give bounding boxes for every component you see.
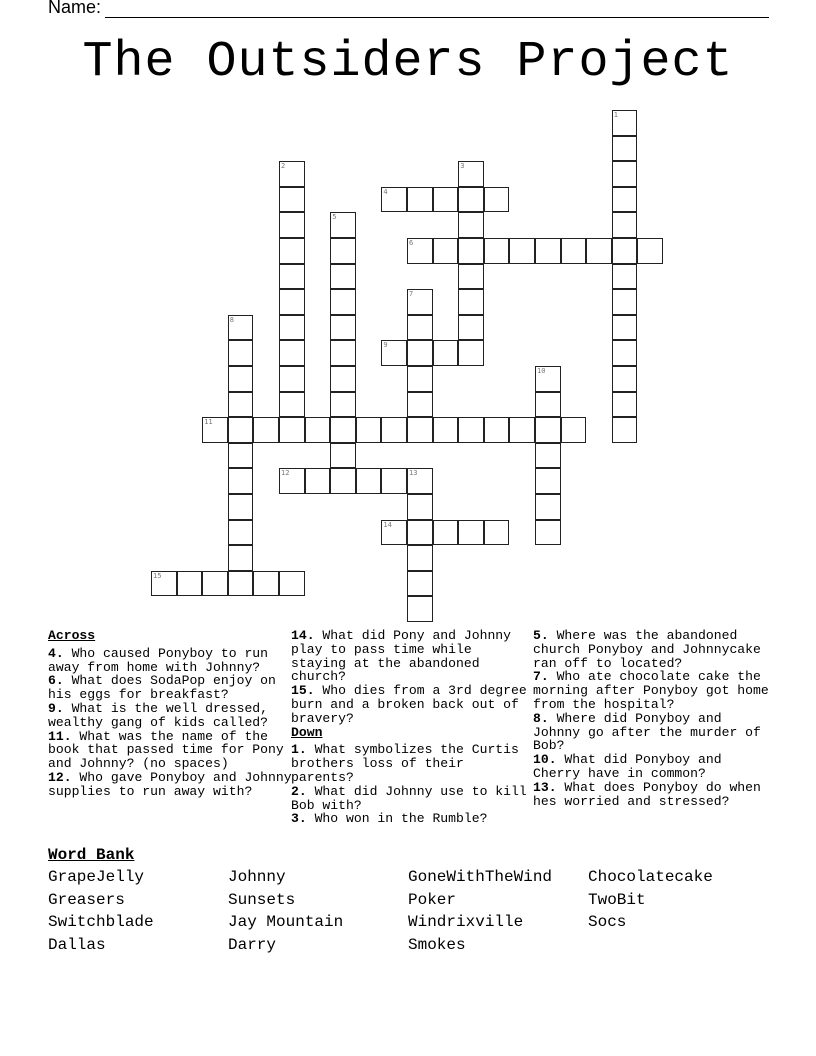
grid-cell[interactable] xyxy=(509,417,535,443)
grid-cell[interactable] xyxy=(407,494,433,520)
clue-number-label: 12 xyxy=(281,469,290,478)
grid-cell[interactable] xyxy=(458,264,484,290)
clue-down-13: 13. What does Ponyboy do when hes worried and stressed? xyxy=(533,779,761,809)
grid-cell[interactable] xyxy=(279,315,305,341)
grid-cell[interactable] xyxy=(433,238,459,264)
grid-cell[interactable] xyxy=(330,289,356,315)
grid-cell[interactable] xyxy=(381,340,407,366)
clue-number-label: 1 xyxy=(613,111,619,119)
word-bank-item: Smokes xyxy=(408,935,466,954)
grid-cell[interactable] xyxy=(561,238,587,264)
grid-cell[interactable] xyxy=(535,366,561,392)
clue-number-label: 5 xyxy=(332,213,337,222)
grid-cell[interactable] xyxy=(612,289,638,315)
grid-cell[interactable] xyxy=(612,161,638,187)
grid-cell[interactable] xyxy=(433,340,459,366)
word-bank-item: GrapeJelly xyxy=(48,868,145,886)
word-bank xyxy=(48,846,768,954)
clue-column-1 xyxy=(48,629,298,799)
grid-cell[interactable] xyxy=(535,443,561,469)
grid-cell[interactable] xyxy=(407,571,433,597)
clue-across-15: 15. Who dies from a 3rd degree burn and a broken back out of bravery? xyxy=(291,683,527,726)
grid-cell[interactable] xyxy=(279,417,305,443)
grid-cell[interactable] xyxy=(279,468,305,494)
grid-cell[interactable] xyxy=(228,392,254,418)
clue-number-label: 9 xyxy=(383,341,388,350)
grid-cell[interactable] xyxy=(279,392,305,418)
grid-cell[interactable] xyxy=(433,520,459,546)
grid-cell[interactable] xyxy=(228,443,254,469)
grid-cell[interactable] xyxy=(484,187,510,213)
grid-cell[interactable] xyxy=(612,212,638,238)
grid-cell[interactable] xyxy=(535,494,561,520)
clue-number-label: 15 xyxy=(153,571,162,580)
clue-number-label: 2 xyxy=(281,162,286,171)
grid-cell[interactable] xyxy=(356,468,382,494)
grid-cell[interactable] xyxy=(330,238,356,264)
grid-cell[interactable] xyxy=(586,238,612,264)
word-bank-item: TwoBit xyxy=(588,890,646,909)
grid-cell[interactable] xyxy=(612,136,638,162)
grid-cell[interactable] xyxy=(612,187,638,213)
word-bank-item: Sunsets xyxy=(228,890,296,909)
grid-cell[interactable] xyxy=(228,340,254,366)
grid-cell[interactable] xyxy=(228,315,254,341)
grid-cell[interactable] xyxy=(407,340,433,366)
grid-cell[interactable] xyxy=(407,468,433,494)
grid-cell[interactable] xyxy=(458,161,484,187)
grid-cell[interactable] xyxy=(330,366,356,392)
clue-number-label: 3 xyxy=(460,162,465,171)
grid-cell[interactable] xyxy=(253,417,279,443)
grid-cell[interactable] xyxy=(484,417,510,443)
grid-cell[interactable] xyxy=(330,443,356,469)
grid-cell[interactable] xyxy=(407,315,433,341)
word-bank-item: Darry xyxy=(228,935,277,954)
across-heading: Across xyxy=(48,628,96,643)
clue-number-label: 4 xyxy=(383,187,388,196)
grid-cell[interactable] xyxy=(509,238,535,264)
grid-cell[interactable] xyxy=(458,340,484,366)
grid-cell[interactable] xyxy=(484,520,510,546)
grid-cell[interactable] xyxy=(407,238,433,264)
word-bank-item: GoneWithTheWind xyxy=(408,868,553,886)
word-bank-item: Greasers xyxy=(48,890,125,909)
grid-cell[interactable] xyxy=(637,238,663,264)
grid-cell[interactable] xyxy=(612,340,638,366)
grid-cell[interactable] xyxy=(228,417,254,443)
grid-cell[interactable] xyxy=(407,392,433,418)
grid-cell[interactable] xyxy=(407,187,433,213)
grid-cell[interactable] xyxy=(279,289,305,315)
word-bank-item: Switchblade xyxy=(48,913,154,931)
word-bank-title: Word Bank xyxy=(48,846,135,864)
word-bank-item: Jay Mountain xyxy=(228,913,344,931)
clue-number-label: 8 xyxy=(229,315,235,324)
grid-cell[interactable] xyxy=(407,366,433,392)
grid-cell[interactable] xyxy=(535,468,561,494)
clue-down-1: 1. What symbolizes the Curtis brothers loss of their parents? xyxy=(291,742,519,785)
grid-cell[interactable] xyxy=(253,571,279,597)
grid-cell[interactable] xyxy=(407,520,433,546)
grid-cell[interactable] xyxy=(356,417,382,443)
grid-cell[interactable] xyxy=(612,315,638,341)
grid-cell[interactable] xyxy=(305,417,331,443)
clue-across-11: 11. What was the name of the book that passed time for Pony and Johnny? (no spaces) xyxy=(48,728,284,772)
grid-cell[interactable] xyxy=(330,417,356,443)
clue-column-3 xyxy=(533,629,773,808)
grid-cell[interactable] xyxy=(433,187,459,213)
word-bank-list xyxy=(48,868,768,954)
clue-across-14: 14. What did Pony and Johnny play to pass time while staying at the abandoned church? xyxy=(291,628,512,685)
grid-cell[interactable] xyxy=(458,238,484,264)
grid-cell[interactable] xyxy=(228,545,254,571)
grid-cell[interactable] xyxy=(535,238,561,264)
grid-cell[interactable] xyxy=(228,571,254,597)
grid-cell[interactable] xyxy=(458,212,484,238)
clue-across-6: 6. What does SodaPop enjoy on his eggs for breakfast? xyxy=(48,673,276,703)
grid-cell[interactable] xyxy=(535,417,561,443)
clue-number-label: 7 xyxy=(409,290,414,299)
grid-cell[interactable] xyxy=(407,596,433,622)
grid-cell[interactable] xyxy=(202,417,228,443)
grid-cell[interactable] xyxy=(612,238,638,264)
clue-number-label: 6 xyxy=(409,239,414,247)
grid-cell[interactable] xyxy=(228,494,254,520)
clue-down-10: 10. What did Ponyboy and Cherry have in common? xyxy=(533,752,722,781)
name-label: Name: xyxy=(48,0,102,17)
grid-cell[interactable] xyxy=(407,289,433,315)
grid-cell[interactable] xyxy=(458,187,484,213)
grid-cell[interactable] xyxy=(330,315,356,341)
page-title: The Outsiders Project xyxy=(82,34,734,91)
grid-cell[interactable] xyxy=(228,366,254,392)
grid-cell[interactable] xyxy=(279,340,305,366)
grid-cell[interactable] xyxy=(228,520,254,546)
grid-cell[interactable] xyxy=(458,520,484,546)
grid-cell[interactable] xyxy=(535,520,561,546)
grid-cell[interactable] xyxy=(381,187,407,213)
grid-cell[interactable] xyxy=(279,238,305,264)
grid-cell[interactable] xyxy=(330,212,356,238)
word-bank-item: Johnny xyxy=(228,868,286,886)
grid-cell[interactable] xyxy=(612,110,638,136)
grid-cell[interactable] xyxy=(228,468,254,494)
grid-cell[interactable] xyxy=(381,468,407,494)
grid-cell[interactable] xyxy=(484,238,510,264)
grid-cell[interactable] xyxy=(330,264,356,290)
grid-cell[interactable] xyxy=(202,571,228,597)
grid-cell[interactable] xyxy=(279,264,305,290)
grid-cell[interactable] xyxy=(458,289,484,315)
clue-across-9: 9. What is the well dressed, wealthy gang of kids called? xyxy=(48,700,269,730)
grid-cell[interactable] xyxy=(330,468,356,494)
grid-cell[interactable] xyxy=(279,571,305,597)
grid-cell[interactable] xyxy=(381,520,407,546)
grid-cell[interactable] xyxy=(561,417,587,443)
grid-cell[interactable] xyxy=(279,366,305,392)
grid-cell[interactable] xyxy=(330,340,356,366)
grid-cell[interactable] xyxy=(612,366,638,392)
clue-across-12: 12. Who gave Ponyboy and Johnny supplies to run away with? xyxy=(48,769,292,799)
grid-cell[interactable] xyxy=(612,417,638,443)
word-bank-item: Poker xyxy=(408,890,457,909)
grid-cell[interactable] xyxy=(305,468,331,494)
word-bank-item: Dallas xyxy=(48,935,106,954)
grid-cell[interactable] xyxy=(458,315,484,341)
grid-cell[interactable] xyxy=(433,417,459,443)
clue-down-7: 7. Who ate chocolate cake the morning after Ponyboy got home from the hospital? xyxy=(533,669,769,712)
grid-cell[interactable] xyxy=(381,417,407,443)
clue-column-2 xyxy=(291,629,531,826)
grid-cell[interactable] xyxy=(279,187,305,213)
clue-down-2: 2. What did Johnny use to kill Bob with? xyxy=(291,783,527,813)
grid-cell[interactable] xyxy=(407,545,433,571)
word-bank-item: Windrixville xyxy=(408,913,524,931)
down-heading: Down xyxy=(291,724,323,740)
grid-cell[interactable] xyxy=(177,571,203,597)
grid-cell[interactable] xyxy=(330,392,356,418)
grid-cell[interactable] xyxy=(612,392,638,418)
grid-cell[interactable] xyxy=(279,161,305,187)
word-bank-item: Socs xyxy=(588,913,627,931)
grid-cell[interactable] xyxy=(151,571,177,597)
clue-number-label: 14 xyxy=(383,520,392,529)
grid-cell[interactable] xyxy=(458,417,484,443)
clue-down-3: 3. Who won in the Rumble? xyxy=(291,811,488,827)
grid-cell[interactable] xyxy=(535,392,561,418)
word-bank-item: Chocolatecake xyxy=(588,868,713,886)
clue-across-4: 4. Who caused Ponyboy to run away from home with Johnny? xyxy=(48,645,269,675)
grid-cell[interactable] xyxy=(279,212,305,238)
clue-down-5: 5. Where was the abandoned church Ponyboy and Johnnycake ran off to located? xyxy=(533,628,761,671)
grid-cell[interactable] xyxy=(612,264,638,290)
clue-number-label: 11 xyxy=(204,418,213,427)
grid-cell[interactable] xyxy=(407,417,433,443)
clue-down-8: 8. Where did Ponyboy and Johnny go after the murder of Bob? xyxy=(533,710,761,754)
clue-number-label: 10 xyxy=(537,367,546,375)
clue-number-label: 13 xyxy=(409,469,418,478)
